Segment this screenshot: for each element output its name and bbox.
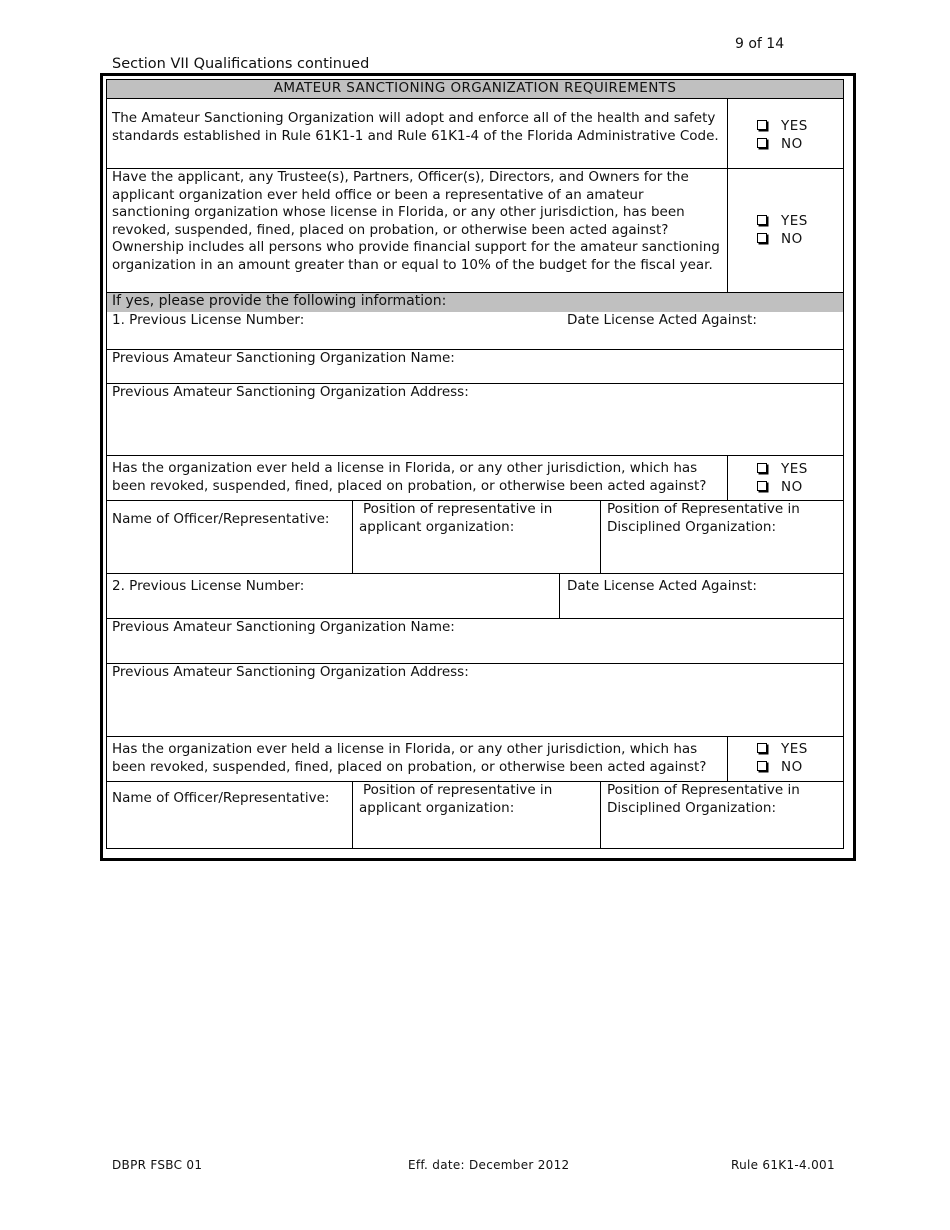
entry1-position-disciplined-label: Position of Representative in Disciplined Organization:: [607, 501, 800, 535]
checkbox-icon: [757, 233, 767, 243]
entry1-no-checkbox[interactable]: NO: [757, 478, 803, 496]
if-yes-label: If yes, please provide the following information:: [112, 293, 447, 309]
checkbox-icon: [757, 120, 767, 130]
entry2-officer-row: [107, 782, 843, 849]
footer-effective-date: Eff. date: December 2012: [408, 1158, 570, 1172]
checkbox-icon: [757, 481, 767, 491]
checkbox-icon: [757, 463, 767, 473]
section-heading: Section VII Qualifications continued: [112, 56, 370, 72]
entry1-position-applicant-label: Position of representative in applicant organization:: [359, 501, 553, 535]
entry1-license-question: Has the organization ever held a license in Florida, or any other jurisdiction, which has been revoked, suspended, fined, placed on probation, or otherwise been acted against?: [112, 460, 707, 494]
entry1-org-address-label: Previous Amateur Sanctioning Organization Address:: [112, 384, 469, 400]
q1-yes-checkbox[interactable]: YES: [757, 117, 808, 135]
checkbox-icon: [757, 138, 767, 148]
entry1-officer-name-label: Name of Officer/Representative:: [112, 511, 330, 527]
entry1-org-address-row[interactable]: [107, 384, 843, 456]
entry1-officer-row: [107, 501, 843, 574]
entry2-org-address-row[interactable]: [107, 664, 843, 737]
entry1-org-name-label: Previous Amateur Sanctioning Organization Name:: [112, 350, 455, 366]
requirements-table: [106, 79, 844, 849]
if-yes-row: [107, 293, 843, 312]
entry1-yes-checkbox[interactable]: YES: [757, 460, 808, 478]
entry2-license-number-label: 2. Previous License Number:: [112, 578, 305, 594]
footer-form-id: DBPR FSBC 01: [112, 1158, 203, 1172]
entry1-org-name-row[interactable]: [107, 350, 843, 384]
entry2-license-row[interactable]: [107, 574, 843, 619]
table-title: AMATEUR SANCTIONING ORGANIZATION REQUIREMENTS: [273, 80, 677, 96]
q1-no-checkbox[interactable]: NO: [757, 135, 803, 153]
health-safety-question-row: [107, 99, 843, 169]
entry2-position-applicant-label: Position of representative in applicant organization:: [359, 782, 553, 816]
entry2-position-disciplined-label: Position of Representative in Disciplined Organization:: [607, 782, 800, 816]
page-number: 9 of 14: [735, 36, 785, 52]
entry2-org-name-row[interactable]: [107, 619, 843, 664]
footer-rule: Rule 61K1-4.001: [731, 1158, 835, 1172]
table-title-row: [107, 80, 843, 99]
entry2-org-name-label: Previous Amateur Sanctioning Organization Name:: [112, 619, 455, 635]
entry1-license-question-row: [107, 456, 843, 501]
entry2-license-question-row: [107, 737, 843, 782]
entry1-date-acted-label: Date License Acted Against:: [567, 312, 757, 328]
checkbox-icon: [757, 743, 767, 753]
checkbox-icon: [757, 761, 767, 771]
entry2-no-checkbox[interactable]: NO: [757, 758, 803, 776]
entry2-officer-name-label: Name of Officer/Representative:: [112, 790, 330, 806]
entry2-date-acted-label: Date License Acted Against:: [567, 578, 757, 594]
checkbox-icon: [757, 215, 767, 225]
q2-yes-checkbox[interactable]: YES: [757, 212, 808, 230]
health-safety-question: The Amateur Sanctioning Organization will adopt and enforce all of the health and safety standards established in Rule 61K1-1 and Rule 61K1-4 of the Florida Administrative Code.: [112, 110, 719, 144]
entry1-license-number-label: 1. Previous License Number:: [112, 312, 305, 328]
entry1-license-row[interactable]: [107, 312, 843, 350]
prior-office-question-row: [107, 169, 843, 293]
entry2-org-address-label: Previous Amateur Sanctioning Organization Address:: [112, 664, 469, 680]
entry2-license-question: Has the organization ever held a license in Florida, or any other jurisdiction, which has been revoked, suspended, fined, placed on probation, or otherwise been acted against?: [112, 741, 707, 775]
prior-office-question: Have the applicant, any Trustee(s), Partners, Officer(s), Directors, and Owners for the applicant organization ever held office or been a representative of an amateur sanctioning organization whose license in Florida, or any other jurisdiction, has been revoked, suspended, fined, placed on probation, or otherwise been acted against? Ownership includes all persons who provide financial support for the amateur sanctioning organization in an amount greater than or equal to 10% of the budget for the fiscal year.: [112, 169, 720, 273]
requirements-table-frame: [100, 73, 856, 861]
entry2-yes-checkbox[interactable]: YES: [757, 740, 808, 758]
q2-no-checkbox[interactable]: NO: [757, 230, 803, 248]
